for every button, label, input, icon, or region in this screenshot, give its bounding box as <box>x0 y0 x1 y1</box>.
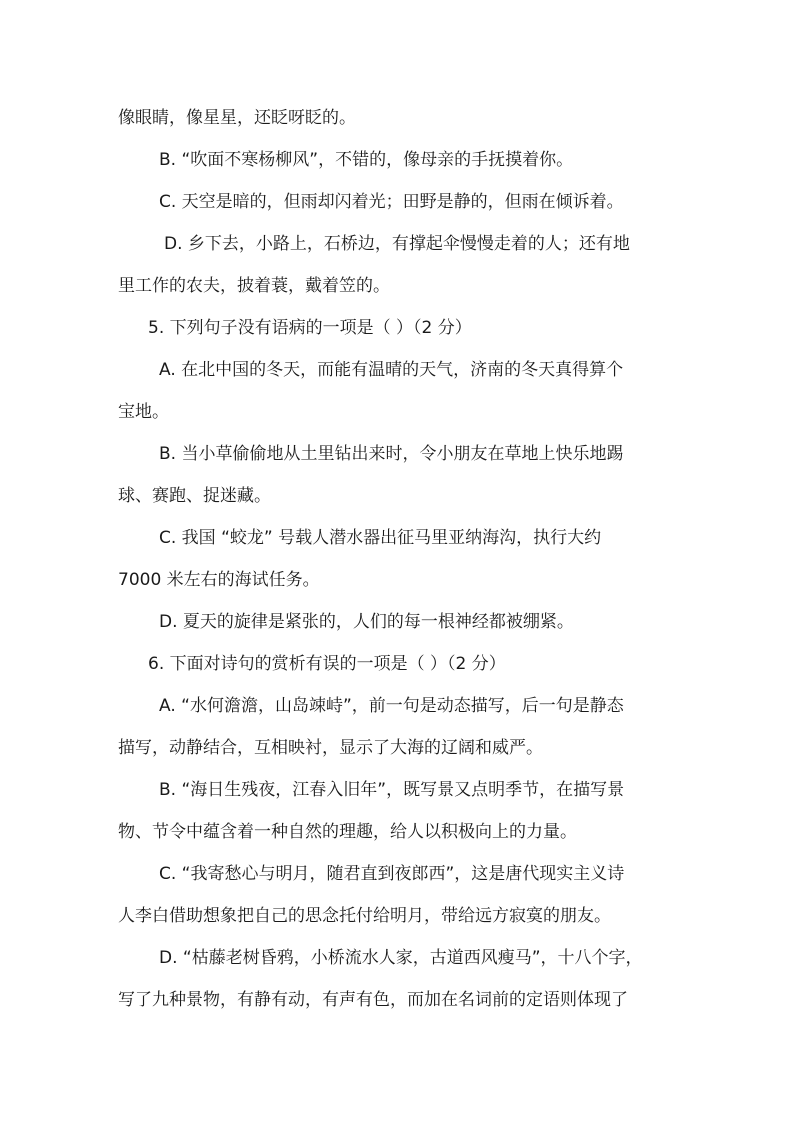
text-line: 写了九种景物，有静有动，有声有色，而加在名词前的定语则体现了 <box>118 990 628 1010</box>
option-d-line: D. 夏天的旋律是紧张的，人们的每一根神经都被绷紧。 <box>159 612 574 632</box>
option-c-line: C. 天空是暗的，但雨却闪着光；田野是静的，但雨在倾诉着。 <box>159 192 624 212</box>
question-6: 6. 下面对诗句的赏析有误的一项是（ ）（2 分） <box>148 654 506 674</box>
text-line: 像眼睛，像星星，还眨呀眨的。 <box>118 108 356 128</box>
option-b-line: B. “吹面不寒杨柳风”，不错的，像母亲的手抚摸着你。 <box>159 150 574 170</box>
text-line: 物、节令中蕴含着一种自然的理趣，给人以积极向上的力量。 <box>118 822 577 842</box>
text-line: 球、赛跑、捉迷藏。 <box>118 486 271 506</box>
option-b-line: B. “海日生残夜，江春入旧年”，既写景又点明季节，在描写景 <box>159 780 625 800</box>
text-line: 宝地。 <box>118 402 169 422</box>
text-line: 里工作的农夫，披着蓑，戴着笠的。 <box>118 276 390 296</box>
option-c-line: C. “我寄愁心与明月，随君直到夜郎西”，这是唐代现实主义诗 <box>159 864 625 884</box>
option-a-line: A. “水何澹澹，山岛竦峙”，前一句是动态描写，后一句是静态 <box>159 696 624 716</box>
question-5: 5. 下列句子没有语病的一项是（ ）（2 分） <box>148 318 472 338</box>
option-a-line: A. 在北中国的冬天，而能有温晴的天气，济南的冬天真得算个 <box>159 360 624 380</box>
option-b-line: B. 当小草偷偷地从土里钻出来时，令小朋友在草地上快乐地踢 <box>159 444 624 464</box>
option-d-line: D. 乡下去，小路上，石桥边，有撑起伞慢慢走着的人；还有地 <box>164 234 630 254</box>
text-line: 人李白借助想象把自己的思念托付给明月，带给远方寂寞的朋友。 <box>118 906 611 926</box>
text-line: 7000 米左右的海试任务。 <box>118 570 320 590</box>
option-d-line: D. “枯藤老树昏鸦，小桥流水人家，古道西风瘦马”，十八个字， <box>159 948 643 968</box>
text-line: 描写，动静结合，互相映衬，显示了大海的辽阔和威严。 <box>118 738 543 758</box>
option-c-line: C. 我国 “蛟龙” 号载人潜水器出征马里亚纳海沟，执行大约 <box>159 528 602 548</box>
